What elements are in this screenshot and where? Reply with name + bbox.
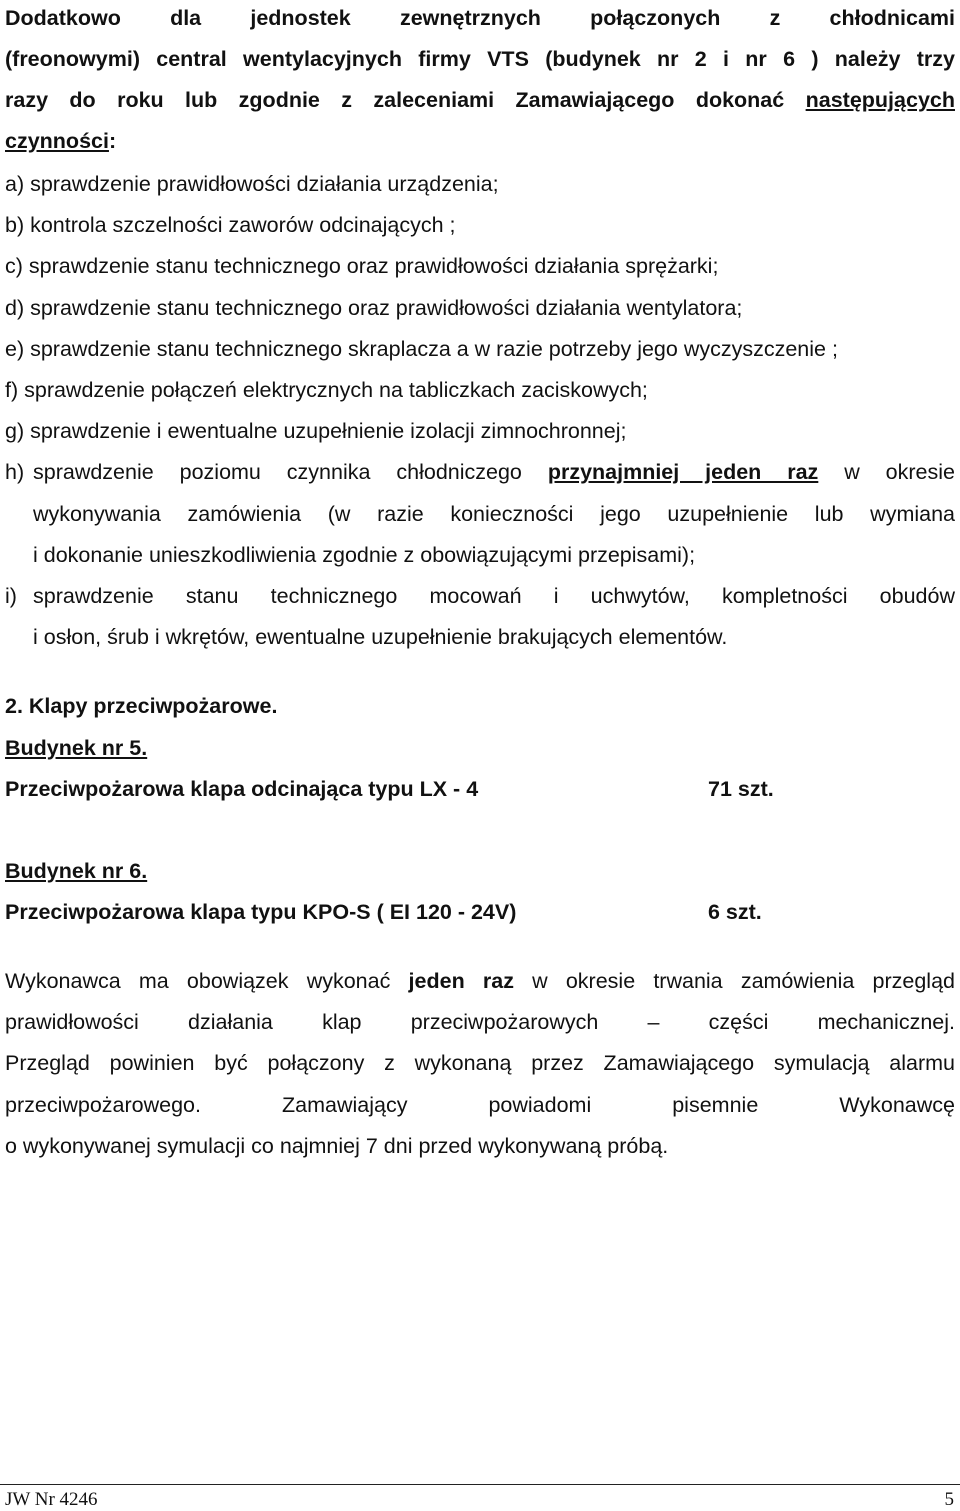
intro-underlined-word-2: czynności xyxy=(5,129,109,153)
list-item-i-label: i) xyxy=(5,584,17,608)
list-item-i-line-1: sprawdzenie stanu technicznego mocowań i uchwytów, kompletności obudów xyxy=(33,584,955,608)
closing-text-pre: Wykonawca ma obowiązek wykonać xyxy=(5,969,391,993)
h-text-pre: sprawdzenie poziomu czynnika chłodniczego xyxy=(33,460,522,484)
list-item-h-line-2: wykonywania zamówienia (w razie konieczności jego uzupełnienie lub wymiana xyxy=(33,502,955,526)
closing-emphasis: jeden raz xyxy=(408,969,514,993)
building-5-heading: Budynek nr 5. xyxy=(5,736,148,760)
page-number: 5 xyxy=(944,1489,954,1510)
closing-line-3: Przegląd powinien być połączony z wykonaną przez Zamawiającego symulacją alarmu xyxy=(5,1051,955,1075)
list-item-i-line-2: i osłon, śrub i wkrętów, ewentualne uzupełnienie brakujących elementów. xyxy=(33,625,728,649)
list-item-e: e) sprawdzenie stanu technicznego skraplacza a w razie potrzeby jego wyczyszczenie ; xyxy=(5,337,838,361)
building-6-heading: Budynek nr 6. xyxy=(5,859,148,883)
list-item-c: c) sprawdzenie stanu technicznego oraz prawidłowości działania sprężarki; xyxy=(5,254,719,278)
list-item-h xyxy=(5,458,955,486)
closing-line-2: prawidłowości działania klap przeciwpożarowych – części mechanicznej. xyxy=(5,1010,955,1034)
closing-text-post: w okresie trwania zamówienia przegląd xyxy=(532,969,955,993)
intro-colon: : xyxy=(108,129,117,153)
h-emphasis: przynajmniej jeden raz xyxy=(547,460,819,484)
intro-underlined-word: następujących xyxy=(805,88,955,112)
closing-line-1 xyxy=(5,967,955,995)
building-5-item: Przeciwpożarowa klapa odcinająca typu LX - 4 xyxy=(5,777,479,801)
list-item-b: b) kontrola szczelności zaworów odcinających ; xyxy=(5,213,456,237)
list-item-a: a) sprawdzenie prawidłowości działania urządzenia; xyxy=(5,172,499,196)
building-6-quantity: 6 szt. xyxy=(708,900,762,924)
list-item-h-label: h) xyxy=(5,460,25,484)
list-item-i xyxy=(5,582,955,610)
list-item-h-line-3: i dokonanie unieszkodliwienia zgodnie z obowiązującymi przepisami); xyxy=(33,543,696,567)
h-text-post: w okresie xyxy=(844,460,955,484)
intro-line-2: (freonowymi) central wentylacyjnych firmy VTS (budynek nr 2 i nr 6 ) należy trzy xyxy=(5,47,955,71)
intro-line-3 xyxy=(5,86,955,114)
intro-line-1: Dodatkowo dla jednostek zewnętrznych połączonych z chłodnicami xyxy=(5,6,955,30)
closing-line-4: przeciwpożarowego. Zamawiający powiadomi pisemnie Wykonawcę xyxy=(5,1093,955,1117)
list-item-f: f) sprawdzenie połączeń elektrycznych na tabliczkach zaciskowych; xyxy=(5,378,648,402)
footer-divider xyxy=(0,1484,960,1485)
intro-line-4 xyxy=(5,127,955,155)
building-5-quantity: 71 szt. xyxy=(708,777,774,801)
list-item-g: g) sprawdzenie i ewentualne uzupełnienie izolacji zimnochronnej; xyxy=(5,419,627,443)
list-item-d: d) sprawdzenie stanu technicznego oraz prawidłowości działania wentylatora; xyxy=(5,296,743,320)
closing-line-5: o wykonywanej symulacji co najmniej 7 dni przed wykonywaną próbą. xyxy=(5,1134,669,1158)
intro-line-3-text: razy do roku lub zgodnie z zaleceniami Zamawiającego dokonać xyxy=(5,88,785,112)
list-item-h-line-1 xyxy=(33,458,955,486)
building-6-item: Przeciwpożarowa klapa typu KPO-S ( EI 120 - 24V) xyxy=(5,900,517,924)
footer-doc-id: JW Nr 4246 xyxy=(5,1489,98,1510)
section-heading: 2. Klapy przeciwpożarowe. xyxy=(5,694,278,718)
